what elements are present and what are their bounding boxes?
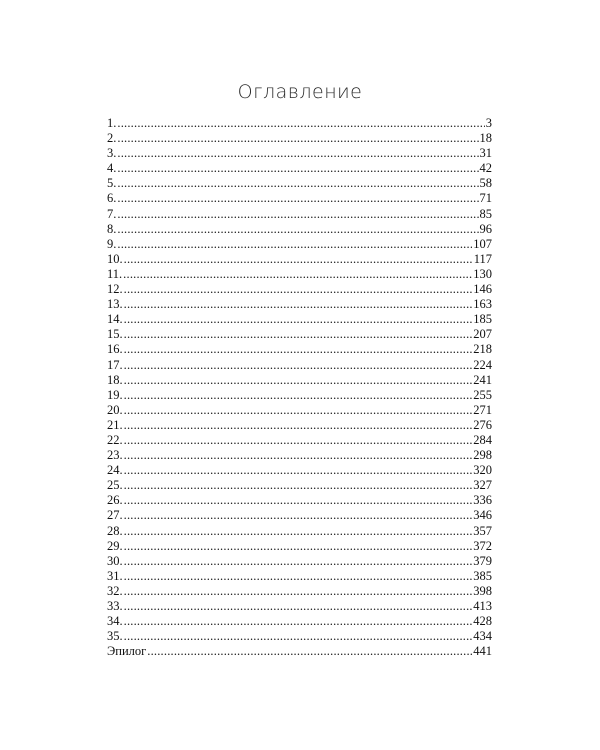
toc-entry-label: 9. [107,236,117,251]
toc-entry-label: 28. [107,523,123,538]
toc-entry-page-number: 207 [473,327,492,342]
dot-leader [124,508,473,523]
toc-entry[interactable] [107,569,492,584]
dot-leader [123,267,472,282]
toc-entry-label: 23. [107,448,123,463]
dot-leader [117,146,478,161]
toc-entry-label: 11. [107,266,123,281]
table-of-contents [107,116,492,659]
toc-entry-page-number: 85 [479,206,492,221]
toc-entry-label: 33. [107,599,123,613]
toc-entry[interactable] [107,297,492,312]
toc-entry[interactable] [107,282,492,297]
toc-entry-label: 19. [107,387,123,402]
dot-leader [124,584,473,599]
toc-entry-page-number: 276 [473,417,492,432]
dot-leader [124,569,473,584]
toc-entry[interactable] [107,312,492,327]
toc-entry-page-number: 372 [473,538,492,553]
dot-leader [124,554,473,569]
toc-entry[interactable] [107,508,492,523]
toc-entry-page-number: 255 [473,387,492,402]
toc-entry[interactable] [107,584,492,599]
toc-entry-label: 16. [107,342,123,357]
dot-leader [124,524,473,539]
toc-entry-page-number: 130 [473,266,492,281]
toc-entry-page-number: 413 [473,599,492,613]
toc-entry[interactable] [107,403,492,418]
toc-entry[interactable] [107,388,492,403]
toc-entry-page-number: 117 [473,251,492,266]
toc-entry-page-number: 107 [473,236,492,251]
toc-entry[interactable] [107,539,492,554]
toc-entry-label: Эпилог [107,644,147,659]
dot-leader [117,222,478,237]
toc-entry-page-number: 357 [473,523,492,538]
toc-entry-page-number: 218 [473,342,492,357]
toc-entry-label: 4. [107,161,117,176]
toc-entry-page-number: 58 [479,176,492,191]
dot-leader [124,342,473,357]
toc-entry[interactable] [107,116,492,131]
toc-entry[interactable] [107,131,492,146]
dot-leader [124,493,473,508]
toc-entry-page-number: 271 [473,402,492,417]
page-title: Оглавление [237,80,363,103]
dot-leader [117,116,484,131]
dot-leader [117,131,478,146]
toc-entry-page-number: 163 [473,297,492,312]
toc-entry-page-number: 434 [473,629,492,644]
toc-entry-page-number: 146 [473,282,492,297]
dot-leader [124,463,473,478]
dot-leader [124,252,473,267]
toc-entry-label: 26. [107,493,123,508]
toc-entry[interactable] [107,161,492,176]
toc-entry-page-number: 379 [473,553,492,568]
toc-entry-label: 29. [107,538,123,553]
toc-entry[interactable] [107,146,492,161]
dot-leader [124,297,473,312]
toc-entry-label: 32. [107,583,123,598]
toc-entry-page-number: 3 [485,116,492,130]
toc-entry[interactable] [107,237,492,252]
toc-entry[interactable] [107,207,492,222]
dot-leader [124,282,473,297]
toc-entry-page-number: 284 [473,432,492,447]
dot-leader [124,373,473,388]
toc-entry-page-number: 441 [473,644,492,659]
dot-leader [124,448,473,463]
toc-entry-label: 30. [107,553,123,568]
toc-entry-page-number: 96 [479,221,492,236]
dot-leader [124,388,473,403]
toc-entry-page-number: 298 [473,448,492,463]
dot-leader [117,237,472,252]
toc-entry-page-number: 241 [473,372,492,387]
dot-leader [124,629,473,644]
dot-leader [124,403,473,418]
dot-leader [124,327,473,342]
toc-entry[interactable] [107,599,492,614]
toc-entry-label: 2. [107,131,117,146]
toc-entry-label: 25. [107,478,123,493]
toc-entry-label: 17. [107,357,123,372]
toc-entry-page-number: 336 [473,493,492,508]
toc-entry[interactable] [107,463,492,478]
dot-leader [124,433,473,448]
toc-entry[interactable] [107,327,492,342]
toc-entry-page-number: 185 [473,312,492,327]
toc-entry-label: 34. [107,614,123,629]
toc-entry-page-number: 428 [473,614,492,629]
toc-entry[interactable] [107,342,492,357]
dot-leader [124,478,473,493]
toc-entry-page-number: 385 [473,568,492,583]
dot-leader [124,418,473,433]
toc-entry-label: 14. [107,312,123,327]
toc-entry-label: 24. [107,463,123,478]
dot-leader [124,539,473,554]
toc-entry[interactable] [107,373,492,388]
toc-entry[interactable] [107,191,492,206]
toc-entry[interactable] [107,644,492,659]
toc-entry-page-number: 224 [473,357,492,372]
dot-leader [117,207,478,222]
toc-entry-page-number: 18 [479,131,492,146]
dot-leader [117,176,478,191]
toc-entry[interactable] [107,358,492,373]
toc-entry-page-number: 398 [473,583,492,598]
toc-entry-page-number: 71 [479,191,492,206]
toc-entry-page-number: 31 [479,146,492,161]
dot-leader [117,161,478,176]
toc-entry[interactable] [107,554,492,569]
dot-leader [117,191,478,206]
dot-leader [124,312,473,327]
toc-entry[interactable] [107,524,492,539]
toc-entry-label: 15. [107,327,123,342]
toc-entry[interactable] [107,629,492,644]
toc-entry[interactable] [107,252,492,267]
toc-entry[interactable] [107,614,492,629]
toc-entry[interactable] [107,448,492,463]
toc-entry[interactable] [107,267,492,282]
toc-entry-label: 18. [107,372,123,387]
toc-entry[interactable] [107,493,492,508]
toc-entry-label: 20. [107,402,123,417]
toc-entry-label: 3. [107,146,117,161]
toc-entry-label: 7. [107,206,117,221]
dot-leader [124,599,473,614]
dot-leader [124,358,473,373]
toc-entry-label: 13. [107,297,123,312]
toc-entry-label: 6. [107,191,117,206]
toc-entry-label: 10. [107,251,123,266]
toc-entry-label: 1. [107,116,117,130]
dot-leader [147,644,472,659]
toc-entry-page-number: 320 [473,463,492,478]
toc-entry-label: 5. [107,176,117,191]
toc-entry-label: 27. [107,508,123,523]
toc-entry[interactable] [107,176,492,191]
toc-entry-label: 21. [107,417,123,432]
toc-entry-page-number: 327 [473,478,492,493]
toc-entry[interactable] [107,222,492,237]
toc-entry[interactable] [107,433,492,448]
toc-entry-page-number: 42 [479,161,492,176]
dot-leader [124,614,473,629]
toc-entry-label: 35. [107,629,123,644]
toc-entry-label: 8. [107,221,117,236]
toc-entry-page-number: 346 [473,508,492,523]
toc-entry-label: 22. [107,432,123,447]
toc-entry[interactable] [107,478,492,493]
toc-entry-label: 31. [107,568,123,583]
toc-entry-label: 12. [107,282,123,297]
toc-entry[interactable] [107,418,492,433]
